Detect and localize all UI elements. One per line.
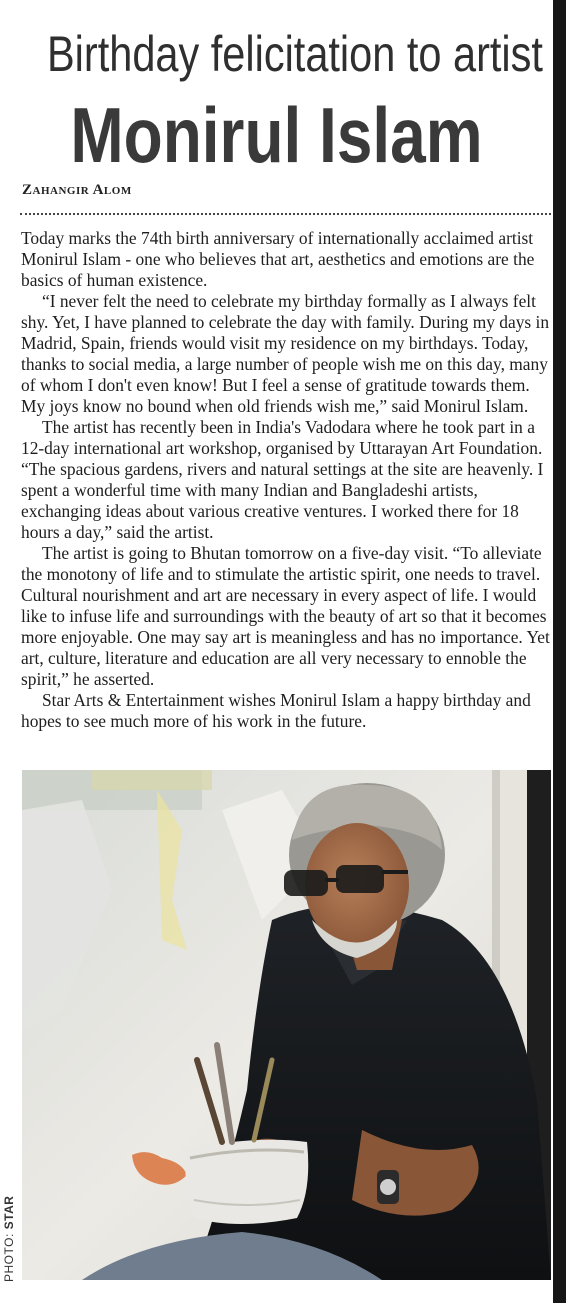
photo-credit-source: STAR [2,1195,16,1230]
photo-credit-prefix: PHOTO: [2,1233,16,1282]
paragraph-3: The artist has recently been in India's Vadodara where he took part in a 12-day international art workshop, organised by Uttarayan Art Foundation. “The spacious gardens, rivers and natural settings at the site are heavenly. I spent a wonderful time with many Indian and Bangladeshi artists, exchanging ideas about various creative ventures. I worked there for 18 hours a day,” said the artist. [21,417,544,542]
kicker-headline: Birthday felicitation to artist [47,26,543,82]
paragraph-5: Star Arts & Entertainment wishes Monirul Islam a happy birthday and hopes to see much more of his work in the future. [21,690,531,731]
artist-photo [22,770,551,1280]
paragraph-2: “I never felt the need to celebrate my birthday formally as I always felt shy. Yet, I have planned to celebrate the day with family. During my days in Madrid, Spain, friends would visit my residence on my birthdays. Today, thanks to social media, a large number of people wish me on this day, many of whom I don't even know! But I feel a sense of gratitude towards them. My joys know no bound when old friends wish me,” said Monirul Islam. [21,291,550,416]
article-body [21,228,551,732]
dotted-divider [20,213,551,215]
page-edge-rule [553,0,566,1303]
paragraph-4: The artist is going to Bhutan tomorrow on a five-day visit. “To alleviate the monotony of life and to stimulate the artistic spirit, one needs to travel. Cultural nourishment and art are necessary in every aspect of life. I would like to infuse life and surroundings with the beauty of art so that it becomes more enjoyable. One may say art is meaningless and has no importance. Yet art, culture, literature and education are all very necessary to ennoble the spirit,” he asserted. [21,543,550,689]
main-headline: Monirul Islam [70,91,483,179]
byline: Zahangir Alom [22,182,132,198]
paragraph-1: Today marks the 74th birth anniversary of internationally acclaimed artist Monirul Islam - one who believes that art, aesthetics and emotions are the basics of human existence. [21,228,535,290]
photo-credit [2,1196,16,1282]
